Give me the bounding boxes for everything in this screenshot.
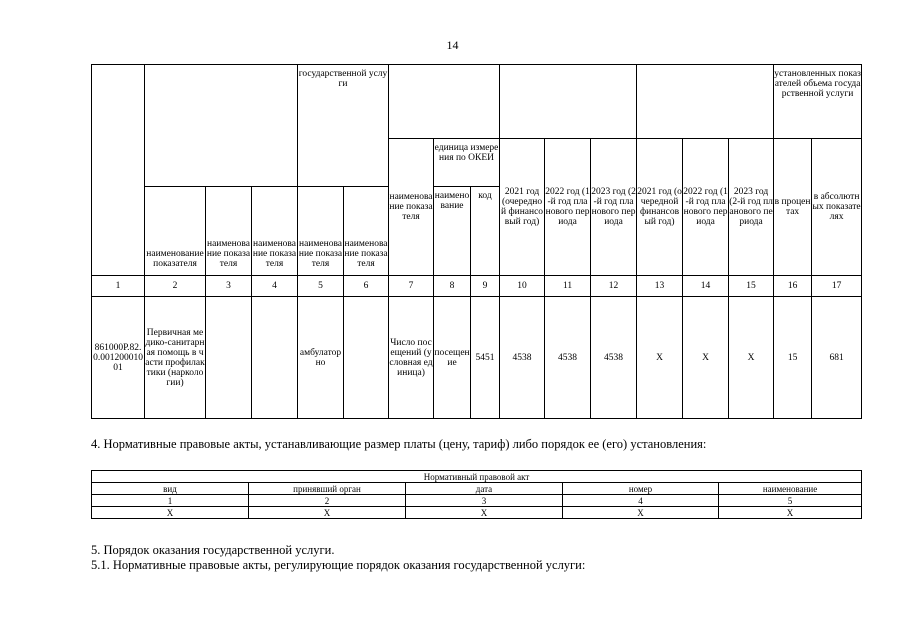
index-cell: 17	[812, 276, 862, 297]
value-cell: X	[683, 297, 729, 419]
index-cell: 4	[563, 495, 719, 507]
indicator-name-header: наименование показателя	[252, 187, 298, 276]
data-cell	[206, 297, 252, 419]
index-cell: 11	[545, 276, 591, 297]
unit-name-header: наименование	[434, 187, 471, 276]
index-cell: 4	[252, 276, 298, 297]
unit-code-cell: 5451	[471, 297, 500, 419]
index-cell: 8	[434, 276, 471, 297]
index-cell: 6	[344, 276, 389, 297]
legal-act-cell: X	[92, 507, 249, 519]
deviation-percent-cell: 15	[774, 297, 812, 419]
header-cell	[500, 65, 637, 139]
year-2021-header: 2021 год (очередной финансовый год)	[500, 139, 545, 276]
indicator-name-header: наименование показателя	[344, 187, 389, 276]
index-cell: 1	[92, 276, 145, 297]
section-4-heading: 4. Нормативные правовые акты, устанавливающие размер платы (цену, тариф) либо порядок ее (его) установления:	[91, 437, 707, 451]
index-cell: 12	[591, 276, 637, 297]
unit-name-cell: посещение	[434, 297, 471, 419]
unit-code-header: код	[471, 187, 500, 276]
index-cell: 16	[774, 276, 812, 297]
index-cell: 3	[206, 276, 252, 297]
index-cell: 5	[298, 276, 344, 297]
legal-act-cell: X	[249, 507, 406, 519]
absolute-header: в абсолютных показателях	[812, 139, 862, 276]
year-2022-header: 2022 год (1-й год планового периода	[545, 139, 591, 276]
value-cell: X	[637, 297, 683, 419]
registry-number-cell: 861000Р.82.0.00120001001	[92, 297, 145, 419]
year-2022-header: 2022 год (1-й год планового периода	[683, 139, 729, 276]
data-cell	[344, 297, 389, 419]
header-cell	[92, 65, 145, 276]
service-form-cell: амбулаторно	[298, 297, 344, 419]
index-cell: 3	[406, 495, 563, 507]
header-cell	[637, 65, 774, 139]
legal-act-header: наименование	[719, 483, 862, 495]
legal-act-header: номер	[563, 483, 719, 495]
header-cell	[389, 65, 500, 139]
indicator-name-header: наименование показателя	[298, 187, 344, 276]
index-cell: 10	[500, 276, 545, 297]
legal-act-cell: X	[563, 507, 719, 519]
year-2023-header: 2023 год (2-й год планового периода	[729, 139, 774, 276]
indicator-name-header: наименование показателя	[145, 187, 206, 276]
index-cell: 7	[389, 276, 434, 297]
legal-act-title: Нормативный правовой акт	[92, 471, 862, 483]
legal-act-header: принявший орган	[249, 483, 406, 495]
year-2023-header: 2023 год (2-й год планового периода	[591, 139, 637, 276]
value-cell: 4538	[500, 297, 545, 419]
value-cell: X	[729, 297, 774, 419]
service-content-cell: Первичная медико-санитарная помощь в части профилактики (наркологии)	[145, 297, 206, 419]
legal-act-cell: X	[719, 507, 862, 519]
legal-act-header: дата	[406, 483, 563, 495]
deviation-absolute-cell: 681	[812, 297, 862, 419]
index-cell: 5	[719, 495, 862, 507]
data-cell	[252, 297, 298, 419]
header-cell	[145, 65, 298, 187]
unit-header: единица измерения по ОКЕИ	[434, 139, 500, 187]
indicator-name-header: наименование показателя	[389, 139, 434, 276]
legal-act-cell: X	[406, 507, 563, 519]
indicator-name-header: наименование показателя	[206, 187, 252, 276]
index-cell: 13	[637, 276, 683, 297]
value-cell: 4538	[591, 297, 637, 419]
indicator-cell: Число посещений (условная единица)	[389, 297, 434, 419]
section-5-1-heading: 5.1. Нормативные правовые акты, регулирующие порядок оказания государственной услуги:	[91, 558, 586, 572]
index-cell: 15	[729, 276, 774, 297]
section-5-heading: 5. Порядок оказания государственной услуги.	[91, 543, 335, 557]
deviation-header: установленных показателей объема государственной услуги	[774, 65, 862, 139]
year-2021-header: 2021 год (очередной финансовый год)	[637, 139, 683, 276]
volume-indicators-table	[91, 64, 862, 419]
legal-acts-table	[91, 470, 862, 519]
index-cell: 2	[249, 495, 406, 507]
page-number: 14	[446, 38, 459, 52]
percent-header: в процентах	[774, 139, 812, 276]
index-cell: 2	[145, 276, 206, 297]
index-cell: 14	[683, 276, 729, 297]
index-cell: 9	[471, 276, 500, 297]
legal-act-header: вид	[92, 483, 249, 495]
value-cell: 4538	[545, 297, 591, 419]
index-cell: 1	[92, 495, 249, 507]
service-header: государственной услуги	[298, 65, 389, 187]
